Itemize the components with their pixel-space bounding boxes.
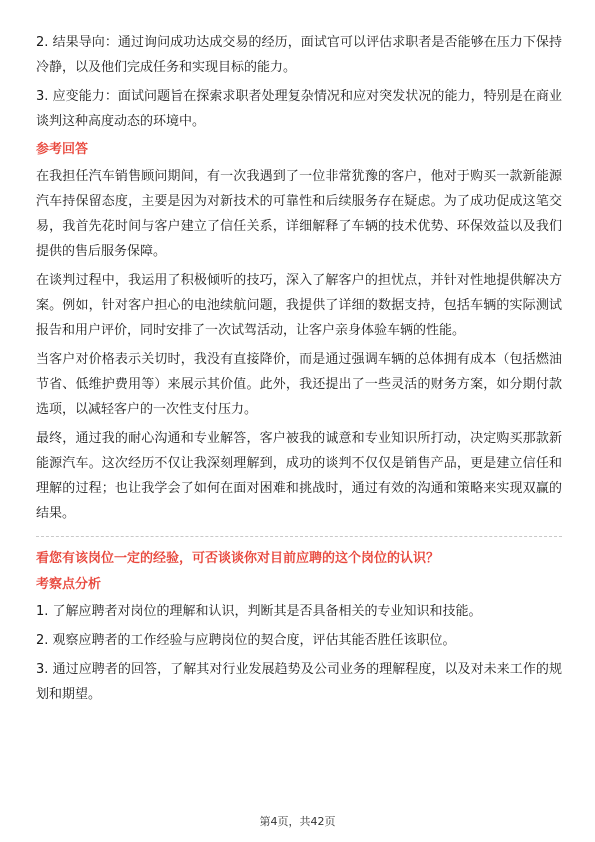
answer-paragraph-1: 在我担任汽车销售顾问期间，有一次我遇到了一位非常犹豫的客户，他对于购买一款新能源汽车持保留态度，主要是因为对新技术的可靠性和后续服务存在疑虑。为了成功促成这笔交易，我首先花时间与客户建立了信任关系，详细解释了车辆的技术优势、环保效益以及我们提供的售后服务保障。 — [36, 169, 562, 259]
analysis-point-2: 2. 结果导向：通过询问成功达成交易的经历，面试官可以评估求职者是否能够在压力下保持冷静，以及他们完成任务和实现目标的能力。 — [36, 35, 562, 75]
analysis-point-3: 3. 应变能力：面试问题旨在探索求职者处理复杂情况和应对突发状况的能力，特别是在商业谈判这种高度动态的环境中。 — [36, 89, 562, 129]
answer-paragraph-4: 最终，通过我的耐心沟通和专业解答，客户被我的诚意和专业知识所打动，决定购买那款新能源汽车。这次经历不仅让我深刻理解到，成功的谈判不仅仅是销售产品，更是建立信任和理解的过程；也让我学会了如何在面对困难和挑战时，通过有效的沟通和策略来实现双赢的结果。 — [36, 431, 562, 521]
question-title: 看您有该岗位一定的经验，可否谈谈你对目前应聘的这个岗位的认识？ — [36, 551, 440, 566]
document-page — [36, 30, 562, 711]
question-analysis-point-2: 2. 观察应聘者的工作经验与应聘岗位的契合度，评估其能否胜任该职位。 — [36, 633, 456, 648]
section-divider — [36, 536, 562, 537]
analysis-heading: 考察点分析 — [36, 577, 102, 592]
question-analysis-point-3: 3. 通过应聘者的回答，了解其对行业发展趋势及公司业务的理解程度，以及对未来工作的规划和期望。 — [36, 662, 562, 702]
page-number: 第4页，共42页 — [259, 815, 336, 828]
answer-paragraph-2: 在谈判过程中，我运用了积极倾听的技巧，深入了解客户的担忧点，并针对性地提供解决方案。例如，针对客户担心的电池续航问题，我提供了详细的数据支持，包括车辆的实际测试报告和用户评价，同时安排了一次试驾活动，让客户亲身体验车辆的性能。 — [36, 273, 562, 338]
reference-answer-heading: 参考回答 — [36, 142, 89, 157]
question-analysis-point-1: 1. 了解应聘者对岗位的理解和认识，判断其是否具备相关的专业知识和技能。 — [36, 604, 482, 619]
answer-paragraph-3: 当客户对价格表示关切时，我没有直接降价，而是通过强调车辆的总体拥有成本（包括燃油节省、低维护费用等）来展示其价值。此外，我还提出了一些灵活的财务方案，如分期付款选项，以减轻客户的一次性支付压力。 — [36, 352, 562, 417]
